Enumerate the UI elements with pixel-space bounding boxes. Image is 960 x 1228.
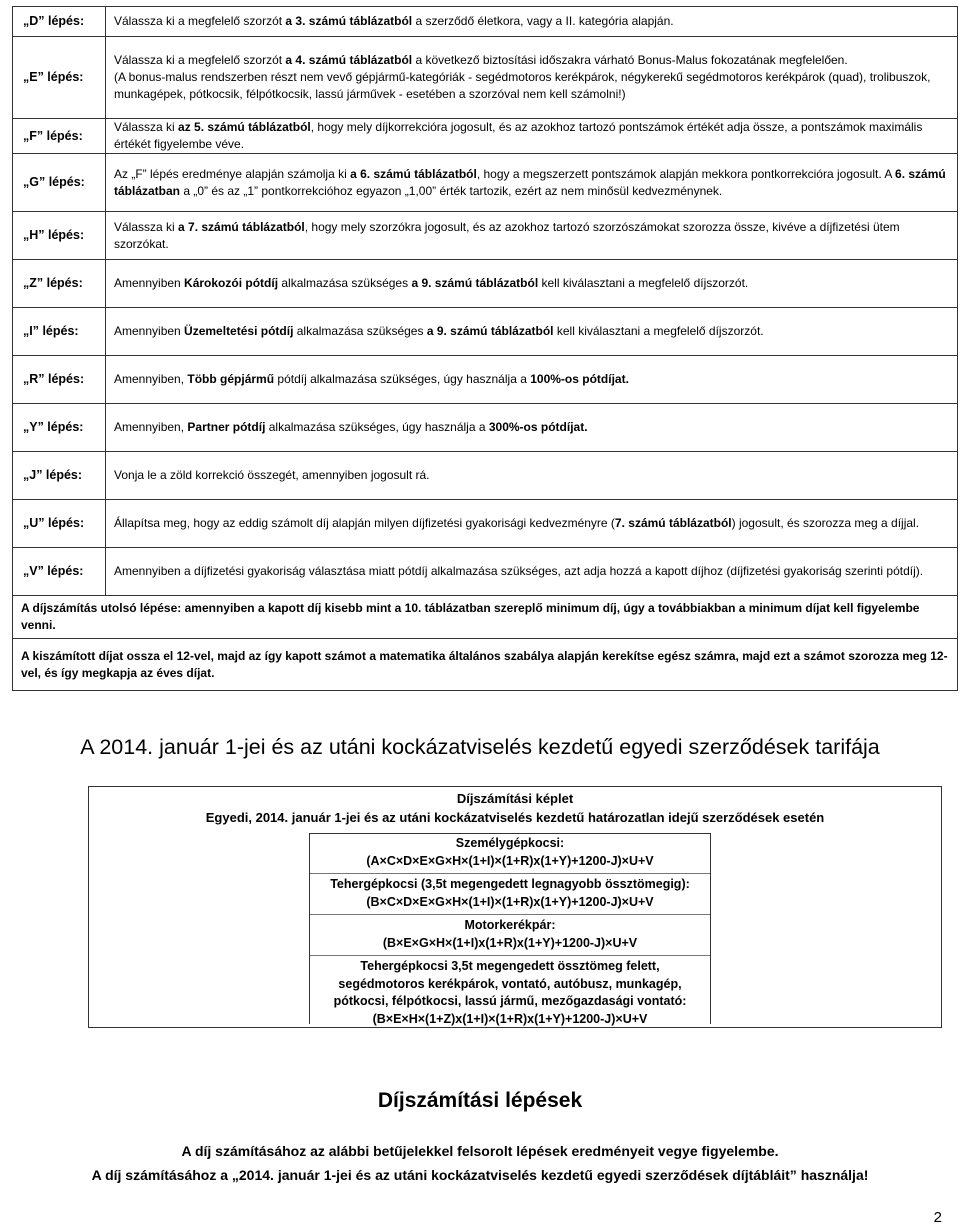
- tariff-title: A 2014. január 1-jei és az utáni kockázatviselés kezdetű egyedi szerződések tarifája: [80, 735, 880, 759]
- group-title-line: segédmotoros kerékpárok, vontató, autóbusz, munkagép,: [338, 976, 682, 991]
- formula-box: [88, 786, 942, 1028]
- note-row: [13, 596, 958, 639]
- group-title: Motorkerékpár:: [310, 914, 710, 935]
- step-text: Válassza ki az 5. számú táblázatból, hogy mely díjkorrekcióra jogosult, és az azokhoz tartozó pontszámok értékét adja össze, a pontszámok maximális értékét figyelembe véve.: [106, 119, 958, 154]
- step-text: Az „F” lépés eredménye alapján számolja ki a 6. számú táblázatból, hogy a megszerzett pontszámok alapján mekkora pontkorrekcióra jogosult. A 6. számú táblázatban a „0” és az „1” pontkorrekcióhoz egyazon „1,00” érték tartozik, ezért az nem minősül kedvezménynek.: [106, 154, 958, 212]
- step-label: „Y” lépés:: [13, 404, 106, 452]
- step-label: „J” lépés:: [13, 452, 106, 500]
- emphasis: a 6. számú táblázatból: [350, 166, 477, 181]
- emphasis: az 5. számú táblázatból: [178, 120, 311, 134]
- formula: (B×E×H×(1+Z)x(1+I)×(1+R)x(1+Y)+1200-J)×U+V: [372, 1011, 648, 1026]
- emphasis: a 9. számú táblázatból: [411, 276, 539, 290]
- emphasis: a 7. számú táblázatból: [178, 219, 305, 234]
- formula-inner-box: [309, 833, 711, 1024]
- step-label: „E” lépés:: [13, 37, 106, 119]
- note-row: [13, 639, 958, 691]
- formula: (A×C×D×E×G×H×(1+I)×(1+R)x(1+Y)+1200-J)×U+V: [366, 853, 654, 868]
- formula-subheading: Egyedi, 2014. január 1-jei és az utáni kockázatviselés kezdetű határozatlan idejű szerződések esetén: [205, 810, 825, 825]
- step-row: [13, 452, 958, 500]
- step-text: Vonja le a zöld korrekció összegét, amennyiben jogosult rá.: [106, 452, 958, 500]
- step-label: „F” lépés:: [13, 119, 106, 154]
- step-row: [13, 260, 958, 308]
- steps-table: [12, 6, 958, 691]
- step-row: [13, 356, 958, 404]
- step-row: [13, 404, 958, 452]
- step-label: „G” lépés:: [13, 154, 106, 212]
- note-text: A kiszámított díjat ossza el 12-vel, majd az így kapott számot a matematika általános szabálya alapján kerekítse egész számra, majd ezt a számot szorozza meg 12-vel, és így megkapja az éves díjat.: [13, 639, 958, 691]
- group-title-line: pótkocsi, félpótkocsi, lassú jármű, mezőgazdasági vontató:: [333, 994, 687, 1008]
- emphasis: a 3. számú táblázatból: [285, 14, 413, 28]
- step-label: „D” lépés:: [13, 7, 106, 37]
- step-text: Állapítsa meg, hogy az eddig számolt díj alapján milyen díjfizetési gyakorisági kedvezményre (7. számú táblázatból) jogosult, és szorozza meg a díjjal.: [106, 500, 958, 548]
- step-label: „I” lépés:: [13, 308, 106, 356]
- step-text: Válassza ki a 7. számú táblázatból, hogy mely szorzókra jogosult, és az azokhoz tartozó szorzószámokat szorozza össze, kivéve a díjfizetési ütem szorzókat.: [106, 212, 958, 260]
- step-text: Válassza ki a megfelelő szorzót a 3. számú táblázatból a szerződő életkora, vagy a II. kategória alapján.: [106, 7, 958, 37]
- formula: (B×E×G×H×(1+I)x(1+R)x(1+Y)+1200-J)×U+V: [382, 935, 638, 950]
- step-row: [13, 7, 958, 37]
- step-label: „H” lépés:: [13, 212, 106, 260]
- emphasis: 6. számú táblázatban: [114, 166, 946, 198]
- step-row: [13, 119, 958, 154]
- step-text: Amennyiben Károkozói pótdíj alkalmazása szükséges a 9. számú táblázatból kell kiválasztani a megfelelő díjszorzót.: [106, 260, 958, 308]
- step-label: „V” lépés:: [13, 548, 106, 596]
- formula-heading: Díjszámítási képlet: [456, 791, 574, 806]
- emphasis: Üzemeltetési pótdíj: [184, 324, 294, 338]
- step-row: [13, 548, 958, 596]
- steps-title: Díjszámítási lépések: [377, 1089, 583, 1112]
- step-row: [13, 154, 958, 212]
- emphasis: 100%-os pótdíjat.: [530, 372, 629, 386]
- step-row: [13, 308, 958, 356]
- emphasis: Partner pótdíj: [187, 420, 266, 434]
- step-text: Amennyiben Üzemeltetési pótdíj alkalmazása szükséges a 9. számú táblázatból kell kiválasztani a megfelelő díjszorzót.: [106, 308, 958, 356]
- steps-intro-2: A díj számításához a „2014. január 1-jei és az utáni kockázatviselés kezdetű egyedi szerződések díjtábláit” használja!: [91, 1167, 869, 1183]
- note-text: A díjszámítás utolsó lépése: amennyiben a kapott díj kisebb mint a 10. táblázatban szereplő minimum díj, úgy a továbbiakban a minimum díjat kell figyelembe venni.: [13, 596, 958, 639]
- steps-intro-1: A díj számításához az alábbi betűjelekkel felsorolt lépések eredményeit vegye figyelembe.: [181, 1143, 779, 1159]
- emphasis: 300%-os pótdíjat.: [488, 420, 588, 434]
- step-text: Amennyiben a díjfizetési gyakoriság választása miatt pótdíj alkalmazása szükséges, azt adja hozzá a kapott díjhoz (díjfizetési gyakoriság szerinti pótdíj).: [106, 548, 958, 596]
- emphasis: a 4. számú táblázatból: [285, 53, 413, 67]
- step-row: [13, 37, 958, 119]
- group-title-line: Tehergépkocsi 3,5t megengedett össztömeg felett,: [310, 955, 710, 976]
- emphasis: 7. számú táblázatból: [614, 516, 732, 530]
- group-title: Személygépkocsi:: [455, 836, 565, 850]
- step-label: „Z” lépés:: [13, 260, 106, 308]
- step-row: [13, 212, 958, 260]
- step-text: Amennyiben, Partner pótdíj alkalmazása szükséges, úgy használja a 300%-os pótdíjat.: [106, 404, 958, 452]
- group-title: Tehergépkocsi (3,5t megengedett legnagyobb össztömegig):: [310, 873, 710, 894]
- step-label: „U” lépés:: [13, 500, 106, 548]
- step-text: Amennyiben, Több gépjármű pótdíj alkalmazása szükséges, úgy használja a 100%-os pótdíjat.: [106, 356, 958, 404]
- emphasis: Több gépjármű: [187, 372, 275, 386]
- emphasis: a 9. számú táblázatból: [426, 324, 554, 338]
- step-label: „R” lépés:: [13, 356, 106, 404]
- step-row: [13, 500, 958, 548]
- formula: (B×C×D×E×G×H×(1+I)×(1+R)x(1+Y)+1200-J)×U+V: [366, 894, 654, 909]
- page-number: 2: [933, 1209, 942, 1226]
- step-text: Válassza ki a megfelelő szorzót a 4. számú táblázatból a következő biztosítási időszakra várható Bonus-Malus fokozatának megfelelően. (A bonus-malus rendszerben részt nem vevő gépjármű-kategóriák - segédmotoros kerékpárok, négykerekű segédmotoros kerékpárok (quad), trolibuszok, munkagépek, pótkocsik, félpótkocsik, lassú járművek - esetében a szorzóval nem kell számolni!): [106, 37, 958, 119]
- emphasis: Károkozói pótdíj: [184, 276, 279, 290]
